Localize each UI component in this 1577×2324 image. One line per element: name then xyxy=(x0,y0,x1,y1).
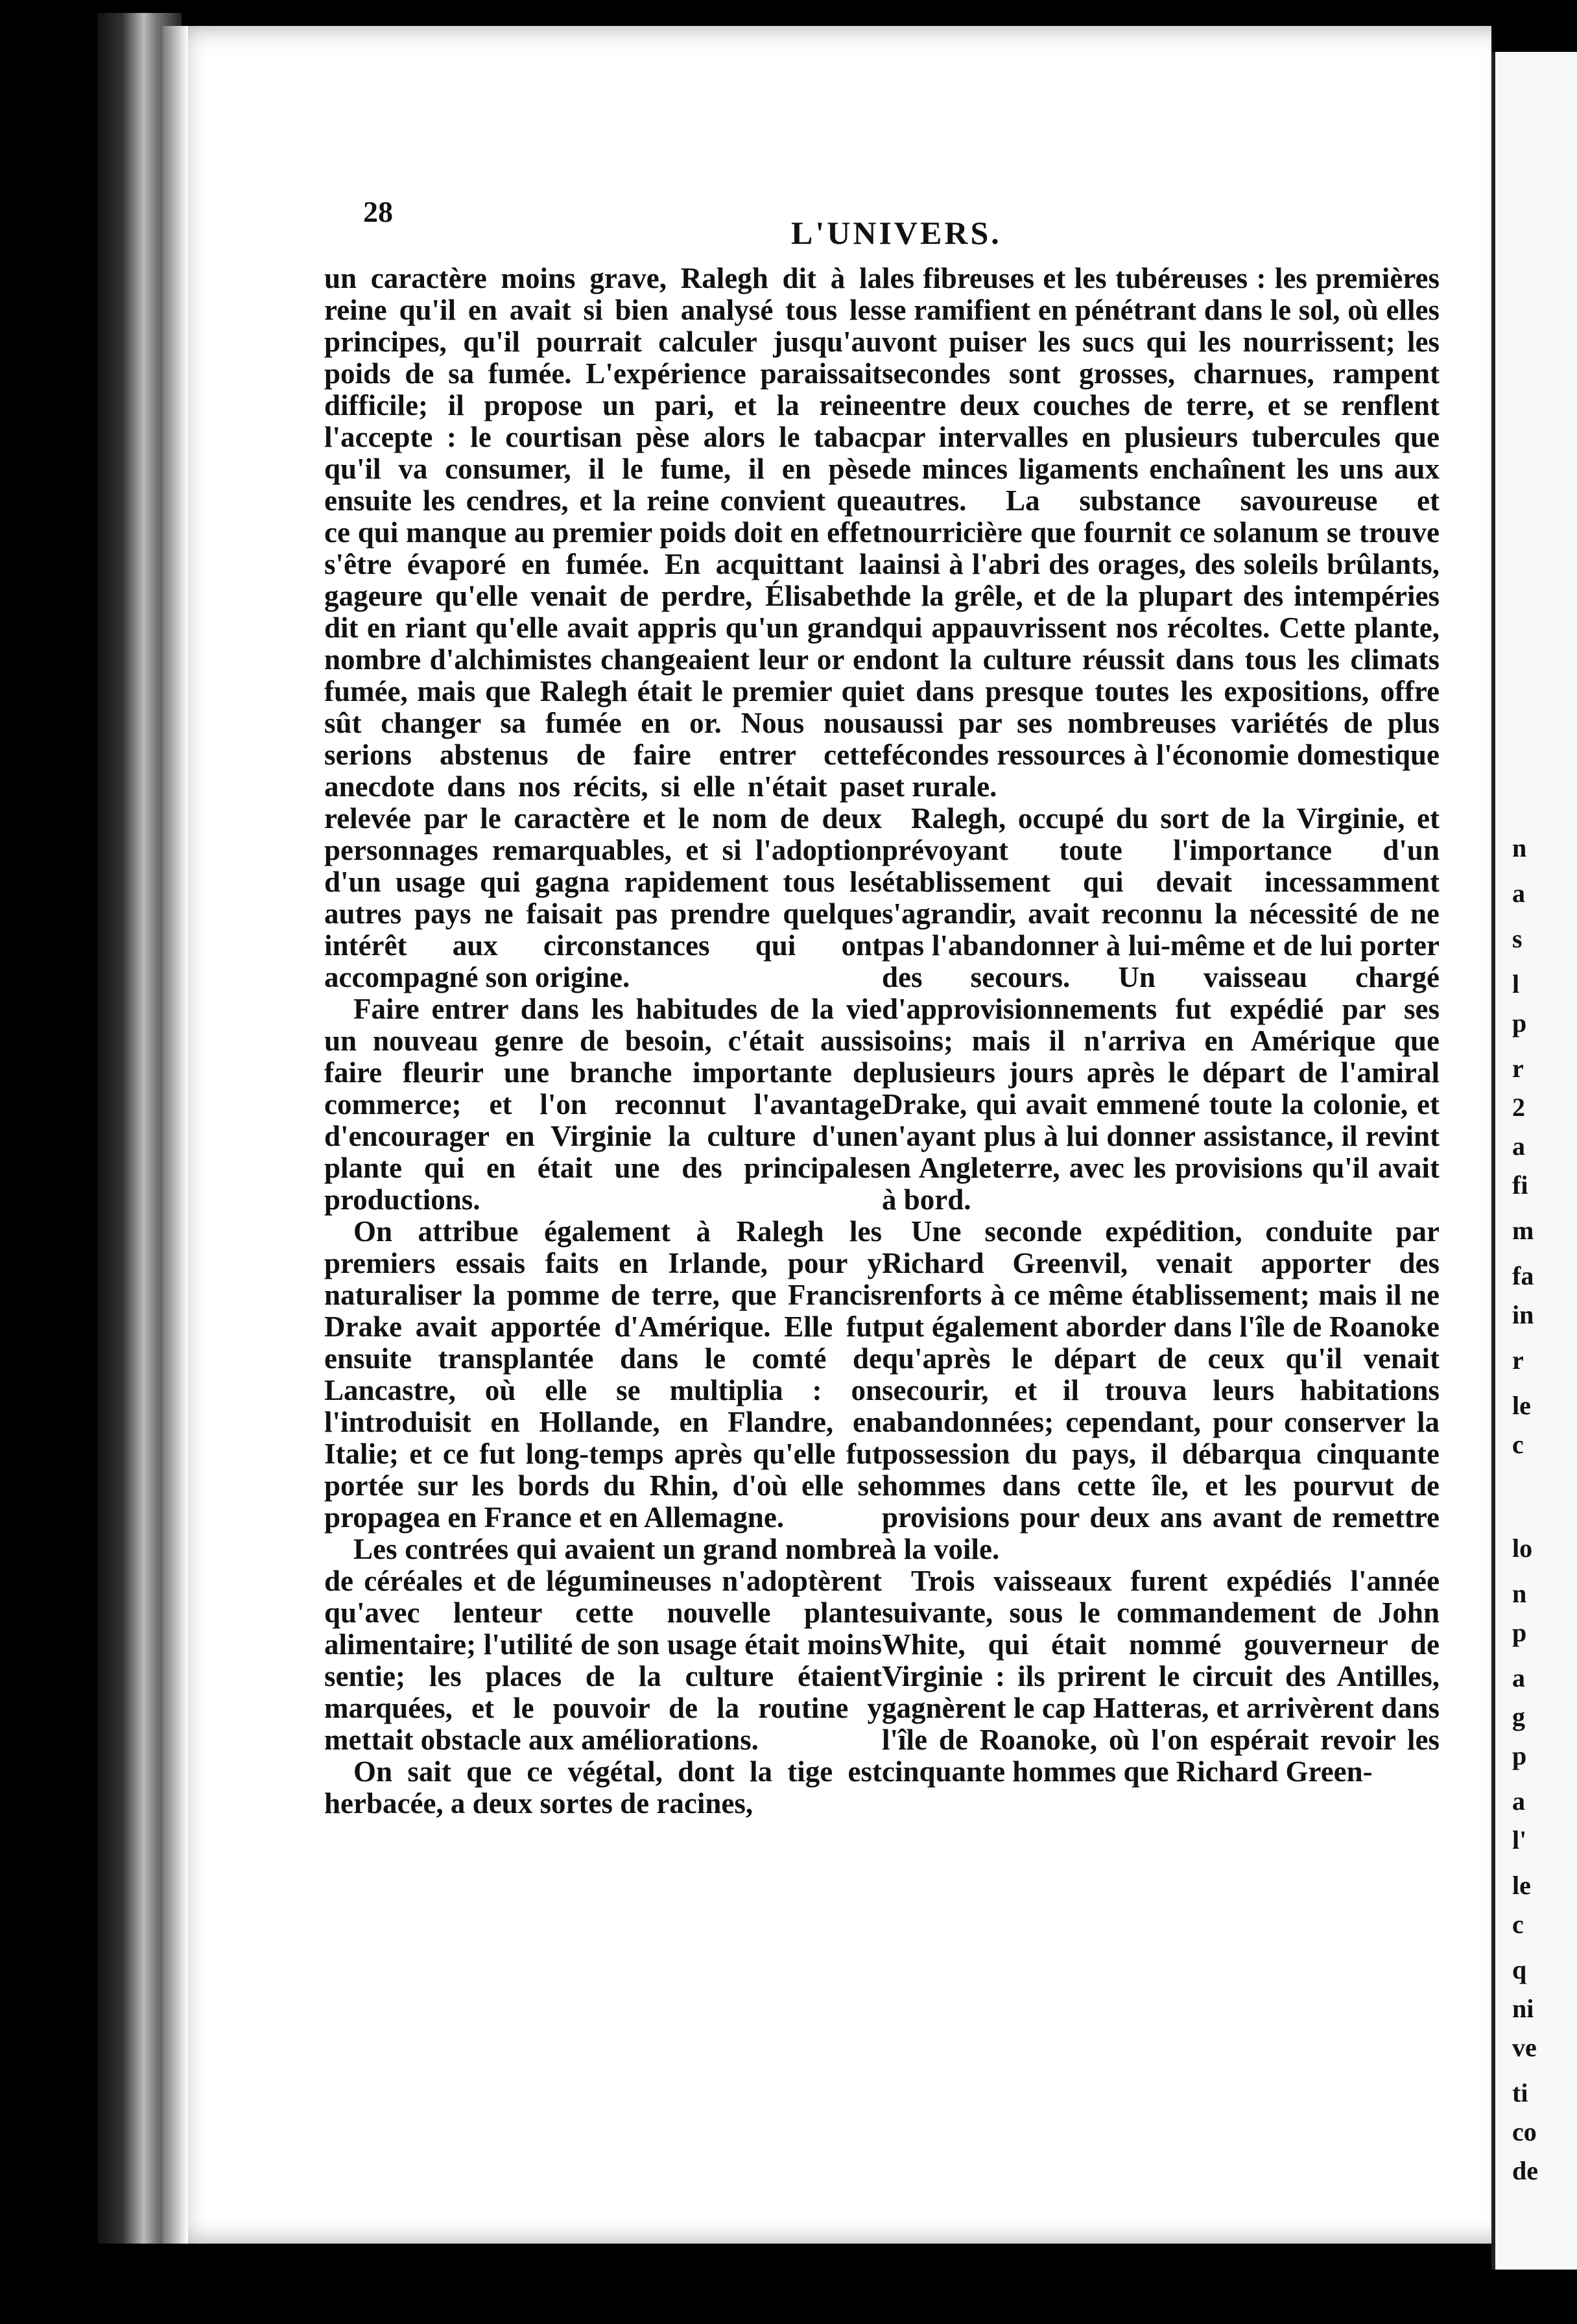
facing-page-fragment: fa xyxy=(1512,1261,1534,1290)
facing-page-fragment: ni xyxy=(1512,1994,1534,2023)
facing-page-fragment: a xyxy=(1512,1132,1525,1161)
facing-page-fragment: ti xyxy=(1512,2078,1528,2107)
facing-page-fragment: l xyxy=(1512,969,1520,999)
paragraph: Une seconde expédition, conduite par Richard Greenvil, venait apporter des renforts à ce même établissement; mais il ne put également aborder dans l'île de Roanoke qu'après le départ de ceux qu'il venait secourir, et il trouva leurs habitations abandonnées; cependant, pour conserver la possession du pays, il débarqua cinquante hommes dans cette île, et les pourvut de provisions pour deux ans avant de remettre à la voile. xyxy=(882,1215,1440,1565)
facing-page-fragment: c xyxy=(1512,1430,1524,1459)
facing-page-fragment: c xyxy=(1512,1910,1524,1939)
running-head: L'UNIVERS. xyxy=(791,215,1002,251)
paragraph: Faire entrer dans les habitudes de la vie un nouveau genre de besoin, c'était aussi faire fleurir une branche importante de commerce; et l'on reconnut l'avantage d'encourager en Virginie la culture d'une plante qui en était une des principales productions. xyxy=(324,993,882,1216)
facing-page-fragment: a xyxy=(1512,1663,1525,1692)
paragraph: On attribue également à Ralegh les premiers essais faits en Irlande, pour y naturaliser la pomme de terre, que Francis Drake avait apportée d'Amérique. Elle fut ensuite transplantée dans le comté de Lancastre, où elle se multiplia : on l'introduisit en Hollande, en Flandre, en Italie; et ce fut long-temps après qu'elle fut portée sur les bords du Rhin, d'où elle se propagea en France et en Allemagne. xyxy=(324,1215,882,1534)
right-column xyxy=(882,263,1440,1788)
facing-page-fragment: lo xyxy=(1512,1534,1533,1563)
facing-page-fragment: q xyxy=(1512,1955,1527,1984)
facing-page-fragment: le xyxy=(1512,1391,1531,1420)
facing-page-fragment: p xyxy=(1512,1741,1527,1770)
facing-page-fragment: r xyxy=(1512,1054,1524,1083)
facing-page-fragment: in xyxy=(1512,1300,1534,1329)
paragraph: les fibreuses et les tubéreuses : les premières se ramifient en pénétrant dans le sol, où elles vont puiser les sucs qui les nourrissent; les secondes sont grosses, charnues, rampent entre deux couches de terre, et se renflent par intervalles en plusieurs tubercules que de minces ligaments enchaînent les uns aux autres. La substance savoureuse et nourricière que fournit ce solanum se trouve ainsi à l'abri des orages, des soleils brûlants, de la grêle, et de la plupart des intempéries qui appauvrissent nos récoltes. Cette plante, dont la culture réussit dans tous les climats et dans presque toutes les expositions, offre aussi par ses nombreuses variétés de plus fécondes ressources à l'économie domestique et rurale. xyxy=(882,262,1440,803)
page-number: 28 xyxy=(363,195,393,228)
facing-page-fragment: a xyxy=(1512,1786,1525,1816)
facing-page-fragment: 2 xyxy=(1512,1093,1525,1122)
facing-page-fragment: n xyxy=(1512,833,1527,862)
paragraph: Les contrées qui avaient un grand nombre de céréales et de légumineuses n'adoptèrent qu'avec lenteur cette nouvelle plante alimentaire; l'utilité de son usage était moins sentie; les places de la culture étaient marquées, et le pouvoir de la routine y mettait obstacle aux améliorations. xyxy=(324,1533,882,1756)
facing-page-fragment: s xyxy=(1512,924,1523,953)
paragraph: un caractère moins grave, Ralegh dit à la reine qu'il en avait si bien analysé tous les principes, qu'il pourrait calculer jusqu'au poids de sa fumée. L'expérience paraissait difficile; il propose un pari, et la reine l'accepte : le courtisan pèse alors le tabac qu'il va consumer, il le fume, il en pèse ensuite les cendres, et la reine convient que ce qui manque au premier poids doit en effet s'être évaporé en fumée. En acquittant la gageure qu'elle venait de perdre, Élisabeth dit en riant qu'elle avait appris qu'un grand nombre d'alchimistes changeaient leur or en fumée, mais que Ralegh était le premier qui sût changer sa fumée en or. Nous nous serions abstenus de faire entrer cette anecdote dans nos récits, si elle n'était pas relevée par le caractère et le nom de deux personnages remarquables, et si l'adoption d'un usage qui gagna rapidement tous les autres pays ne faisait pas prendre quelque intérêt aux circonstances qui ont accompagné son origine. xyxy=(324,262,882,993)
paragraph: On sait que ce végétal, dont la tige est herbacée, a deux sortes de racines, xyxy=(324,1755,882,1820)
facing-page-fragment: de xyxy=(1512,2156,1538,2185)
left-column xyxy=(324,263,882,1820)
facing-page-fragment: l' xyxy=(1512,1825,1527,1855)
facing-page-fragment: p xyxy=(1512,1618,1527,1647)
facing-page-fragment: le xyxy=(1512,1871,1531,1900)
facing-page-edge xyxy=(1491,52,1577,2270)
facing-page-fragment: n xyxy=(1512,1579,1527,1608)
facing-page-fragment: m xyxy=(1512,1216,1534,1245)
paragraph: Trois vaisseaux furent expédiés l'année suivante, sous le commandement de John White, qui était nommé gouverneur de Virginie : ils prirent le circuit des Antilles, gagnèrent le cap Hatteras, et arrivèrent dans l'île de Roanoke, où l'on espérait revoir les cinquante hommes que Richard Green- xyxy=(882,1565,1440,1788)
paragraph: Ralegh, occupé du sort de la Virginie, et prévoyant toute l'importance d'un établissement qui devait incessamment s'agrandir, avait reconnu la nécessité de ne pas l'abandonner à lui-même et de lui porter des secours. Un vaisseau chargé d'approvisionnements fut expédié par ses soins; mais il n'arriva en Amérique que plusieurs jours après le départ de l'amiral Drake, qui avait emmené toute la colonie, et n'ayant plus à lui donner assistance, il revint en Angleterre, avec les provisions qu'il avait à bord. xyxy=(882,802,1440,1216)
facing-page-fragment: r xyxy=(1512,1346,1524,1375)
facing-page-fragment: co xyxy=(1512,2117,1537,2146)
facing-page-fragment: g xyxy=(1512,1702,1525,1731)
facing-page-fragment: a xyxy=(1512,879,1525,908)
facing-page-fragment: fi xyxy=(1512,1170,1528,1200)
facing-page-fragment: p xyxy=(1512,1008,1527,1038)
facing-page-fragment: ve xyxy=(1512,2033,1537,2062)
